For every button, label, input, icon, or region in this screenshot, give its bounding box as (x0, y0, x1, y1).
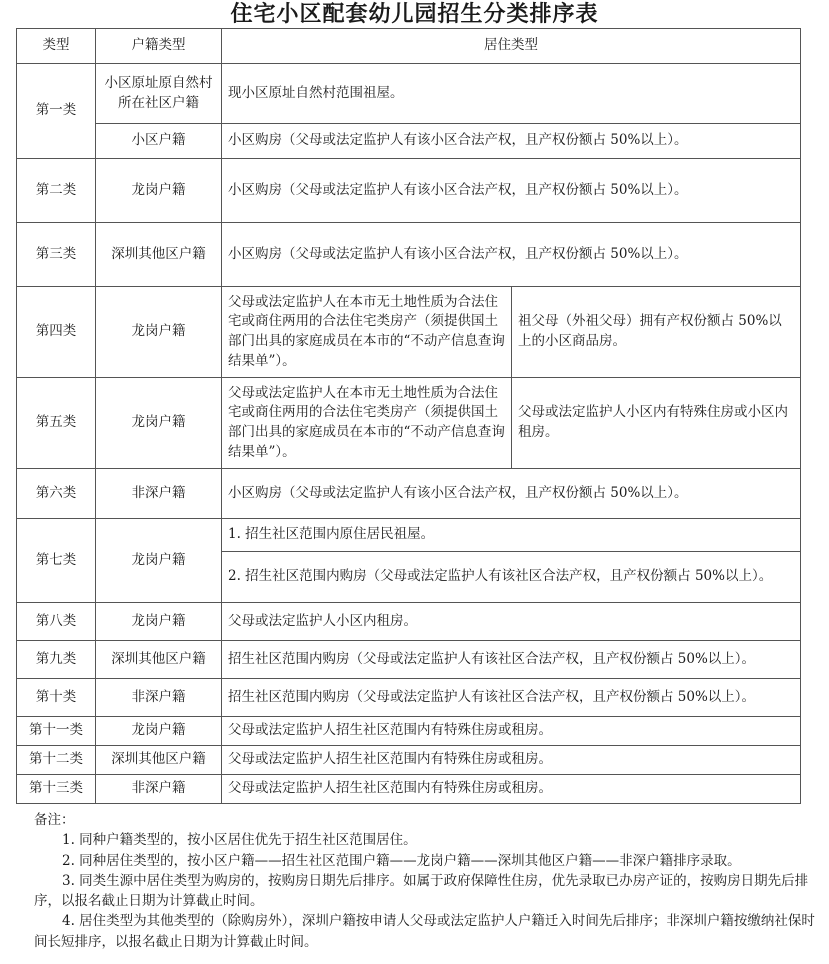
type-cell: 第五类 (17, 378, 96, 469)
table-row (17, 679, 801, 717)
residence-cell: 小区购房（父母或法定监护人有该小区合法产权，且产权份额占 50%以上）。 (222, 223, 801, 287)
hukou-cell: 龙岗户籍 (96, 519, 222, 603)
table-row (17, 775, 801, 804)
hukou-cell: 龙岗户籍 (96, 287, 222, 378)
residence-cell-left: 父母或法定监护人在本市无土地性质为合法住宅或商住两用的合法住宅类房产（须提供国土部门出具的家庭成员在本市的“不动产信息查询结果单”）。 (222, 378, 512, 469)
hukou-cell: 深圳其他区户籍 (96, 223, 222, 287)
note-item: 1. 同种户籍类型的，按小区居住优先于招生社区范围居住。 (62, 832, 417, 849)
type-cell: 第一类 (17, 64, 96, 159)
type-cell: 第十类 (17, 679, 96, 717)
header-hukou: 户籍类型 (96, 29, 222, 64)
hukou-cell: 深圳其他区户籍 (96, 641, 222, 679)
type-cell: 第十二类 (17, 746, 96, 775)
type-cell: 第八类 (17, 603, 96, 641)
hukou-cell: 非深户籍 (96, 775, 222, 804)
table-row (17, 469, 801, 519)
type-cell: 第四类 (17, 287, 96, 378)
hukou-cell: 非深户籍 (96, 679, 222, 717)
table-row (17, 746, 801, 775)
table-row (17, 519, 801, 552)
table-row (17, 641, 801, 679)
header-residence: 居住类型 (222, 29, 801, 64)
residence-cell: 招生社区范围内购房（父母或法定监护人有该社区合法产权，且产权份额占 50%以上）。 (222, 679, 801, 717)
enrollment-table (16, 28, 801, 804)
residence-cell: 父母或法定监护人招生社区范围内有特殊住房或租房。 (222, 717, 801, 746)
table-row (17, 378, 801, 469)
residence-cell: 招生社区范围内购房（父母或法定监护人有该社区合法产权，且产权份额占 50%以上）。 (222, 641, 801, 679)
residence-cell-right: 父母或法定监护人小区内有特殊住房或小区内租房。 (512, 378, 801, 469)
hukou-cell: 非深户籍 (96, 469, 222, 519)
hukou-cell: 龙岗户籍 (96, 378, 222, 469)
type-cell: 第六类 (17, 469, 96, 519)
type-cell: 第三类 (17, 223, 96, 287)
hukou-cell: 龙岗户籍 (96, 603, 222, 641)
residence-cell: 1. 招生社区范围内原住居民祖屋。 (222, 519, 801, 552)
page-title: 住宅小区配套幼儿园招生分类排序表 (230, 1, 599, 27)
residence-cell-right: 祖父母（外祖父母）拥有产权份额占 50%以上的小区商品房。 (512, 287, 801, 378)
table-header-row (17, 29, 801, 64)
table-row (17, 287, 801, 378)
residence-cell-left: 父母或法定监护人在本市无土地性质为合法住宅或商住两用的合法住宅类房产（须提供国土部门出具的家庭成员在本市的“不动产信息查询结果单”）。 (222, 287, 512, 378)
residence-cell: 现小区原址自然村范围祖屋。 (222, 64, 801, 124)
table-row (17, 64, 801, 124)
hukou-cell: 小区户籍 (96, 124, 222, 159)
type-cell: 第十三类 (17, 775, 96, 804)
table-row (17, 124, 801, 159)
note-item: 3. 同类生源中居住类型为购房的，按购房日期先后排序。如属于政府保障性住房，优先录取已办房产证的，按购房日期先后排序，以报名截止日期为计算截止时间。 (34, 872, 809, 909)
residence-cell: 父母或法定监护人招生社区范围内有特殊住房或租房。 (222, 746, 801, 775)
header-type: 类型 (17, 29, 96, 64)
hukou-cell: 深圳其他区户籍 (96, 746, 222, 775)
type-cell: 第七类 (17, 519, 96, 603)
residence-cell: 小区购房（父母或法定监护人有该小区合法产权，且产权份额占 50%以上）。 (222, 124, 801, 159)
notes-section (34, 810, 824, 952)
residence-cell: 2. 招生社区范围内购房（父母或法定监护人有该社区合法产权，且产权份额占 50%以上）。 (222, 552, 801, 603)
hukou-cell: 龙岗户籍 (96, 159, 222, 223)
type-cell: 第九类 (17, 641, 96, 679)
type-cell: 第十一类 (17, 717, 96, 746)
table-row (17, 717, 801, 746)
residence-cell: 父母或法定监护人招生社区范围内有特殊住房或租房。 (222, 775, 801, 804)
residence-cell: 小区购房（父母或法定监护人有该小区合法产权，且产权份额占 50%以上）。 (222, 469, 801, 519)
hukou-cell: 龙岗户籍 (96, 717, 222, 746)
notes-label: 备注： (34, 812, 75, 828)
table-row (17, 603, 801, 641)
table-row (17, 223, 801, 287)
note-item: 2. 同种居住类型的，按小区户籍——招生社区范围户籍——龙岗户籍——深圳其他区户籍——非深户籍排序录取。 (62, 852, 741, 869)
note-item: 4. 居住类型为其他类型的（除购房外），深圳户籍按申请人父母或法定监护人户籍迁入时间先后排序；非深圳户籍按缴纳社保时间长短排序，以报名截止日期为计算截止时间。 (34, 913, 815, 950)
hukou-cell: 小区原址原自然村所在社区户籍 (96, 64, 222, 124)
type-cell: 第二类 (17, 159, 96, 223)
residence-cell: 父母或法定监护人小区内租房。 (222, 603, 801, 641)
residence-cell: 小区购房（父母或法定监护人有该小区合法产权，且产权份额占 50%以上）。 (222, 159, 801, 223)
table-row (17, 159, 801, 223)
